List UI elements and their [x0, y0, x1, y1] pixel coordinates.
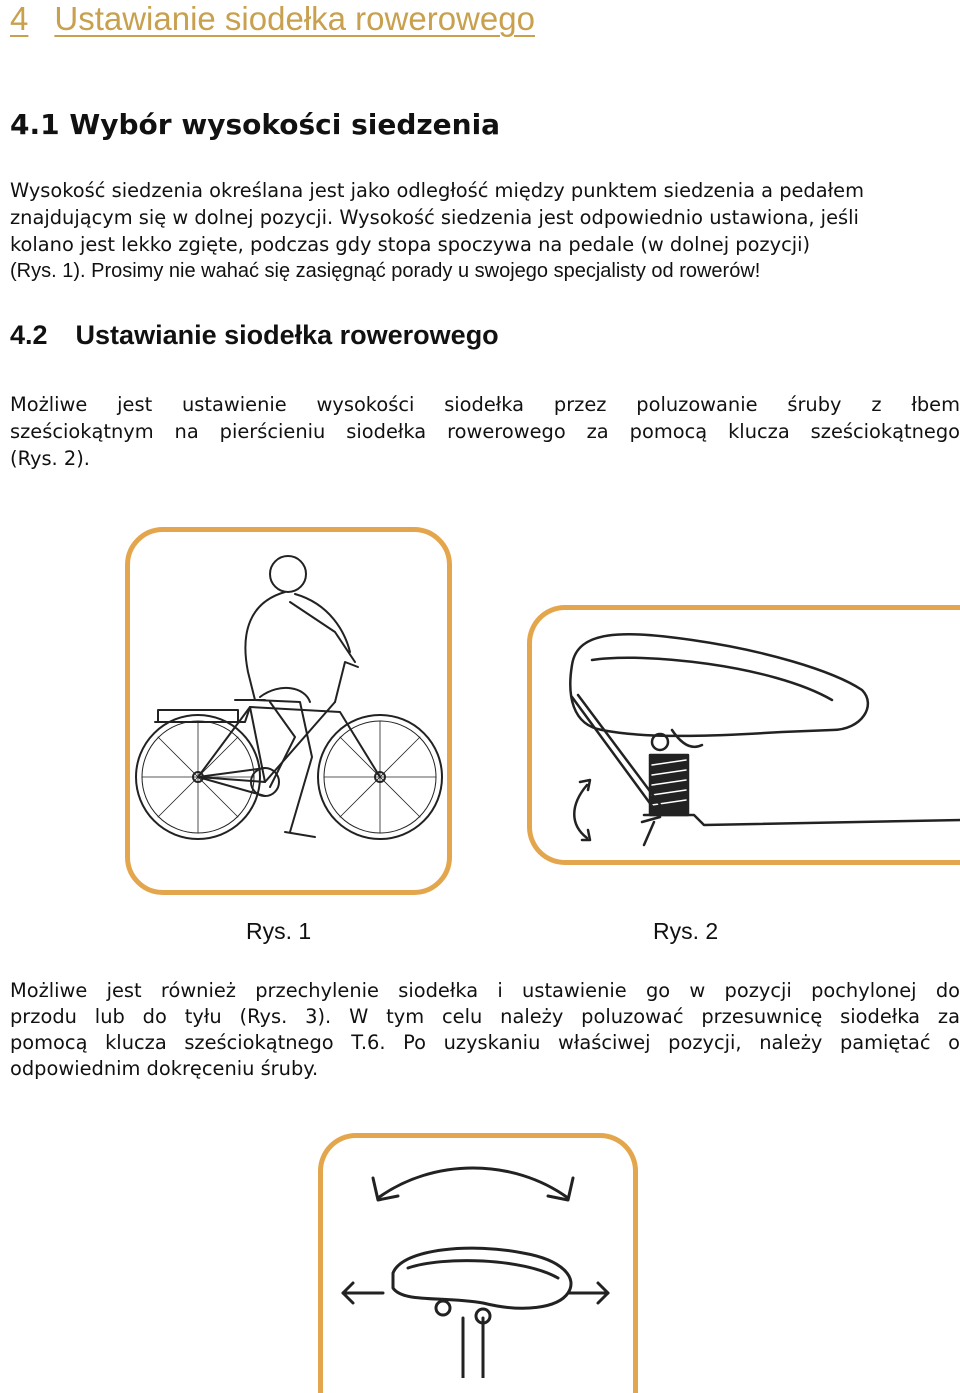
section-heading — [10, 0, 535, 38]
figure-3-frame — [318, 1133, 638, 1393]
section-title: Ustawianie siodełka rowerowego — [54, 0, 535, 37]
saddle-tilt-illustration — [323, 1138, 633, 1378]
subsection-4-1-heading — [10, 108, 500, 141]
paragraph-tilt — [10, 978, 960, 1082]
figure-1-caption: Rys. 1 — [246, 918, 312, 944]
paragraph-line: kolano jest lekko zgięte, podczas gdy stopa spoczywa na pedale (w dolnej pozycji) — [10, 233, 811, 256]
subsection-4-1-number: 4.1 — [10, 108, 60, 141]
cyclist-illustration — [130, 532, 447, 890]
paragraph-line: (Rys. 1). Prosimy nie wahać się zasięgnąć porady u swojego specjalisty od rowerów! — [10, 260, 761, 282]
paragraph-line: znajdującym się w dolnej pozycji. Wysokość siedzenia jest odpowiednio ustawiona, jeśli — [10, 206, 859, 229]
subsection-4-1-title: Wybór wysokości siedzenia — [69, 108, 501, 141]
paragraph-line: Możliwe jest ustawienie wysokości siodełka przez poluzowanie śruby z łbem — [10, 393, 960, 416]
subsection-4-2-heading — [10, 320, 499, 351]
paragraph-line: przodu lub do tyłu (Rys. 3). W tym celu należy poluzować przesuwnicę siodełka za — [10, 1005, 960, 1028]
figure-1-frame — [125, 527, 452, 895]
saddle-hexkey-illustration — [532, 610, 960, 860]
paragraph-line: sześciokątnym na pierścieniu siodełka rowerowego za pomocą klucza sześciokątnego — [10, 420, 960, 443]
subsection-4-2-number: 4.2 — [10, 320, 48, 350]
paragraph-line: Możliwe jest również przechylenie siodełka i ustawienie go w pozycji pochylonej do — [10, 979, 960, 1002]
paragraph-line: odpowiednim dokręceniu śruby. — [10, 1057, 319, 1080]
section-number: 4 — [10, 0, 29, 37]
paragraph-seat-adjust — [10, 391, 960, 472]
paragraph-line: Wysokość siedzenia określana jest jako odległość między punktem siedzenia a pedałem — [10, 179, 864, 202]
figure-2-frame — [527, 605, 960, 865]
paragraph-seat-height — [10, 177, 960, 285]
paragraph-line: pomocą klucza sześciokątnego T.6. Po uzyskaniu właściwej pozycji, należy pamiętać o — [10, 1031, 960, 1054]
figure-2-caption: Rys. 2 — [653, 918, 719, 944]
subsection-4-2-title: Ustawianie siodełka rowerowego — [75, 320, 499, 350]
paragraph-line: (Rys. 2). — [10, 447, 90, 470]
